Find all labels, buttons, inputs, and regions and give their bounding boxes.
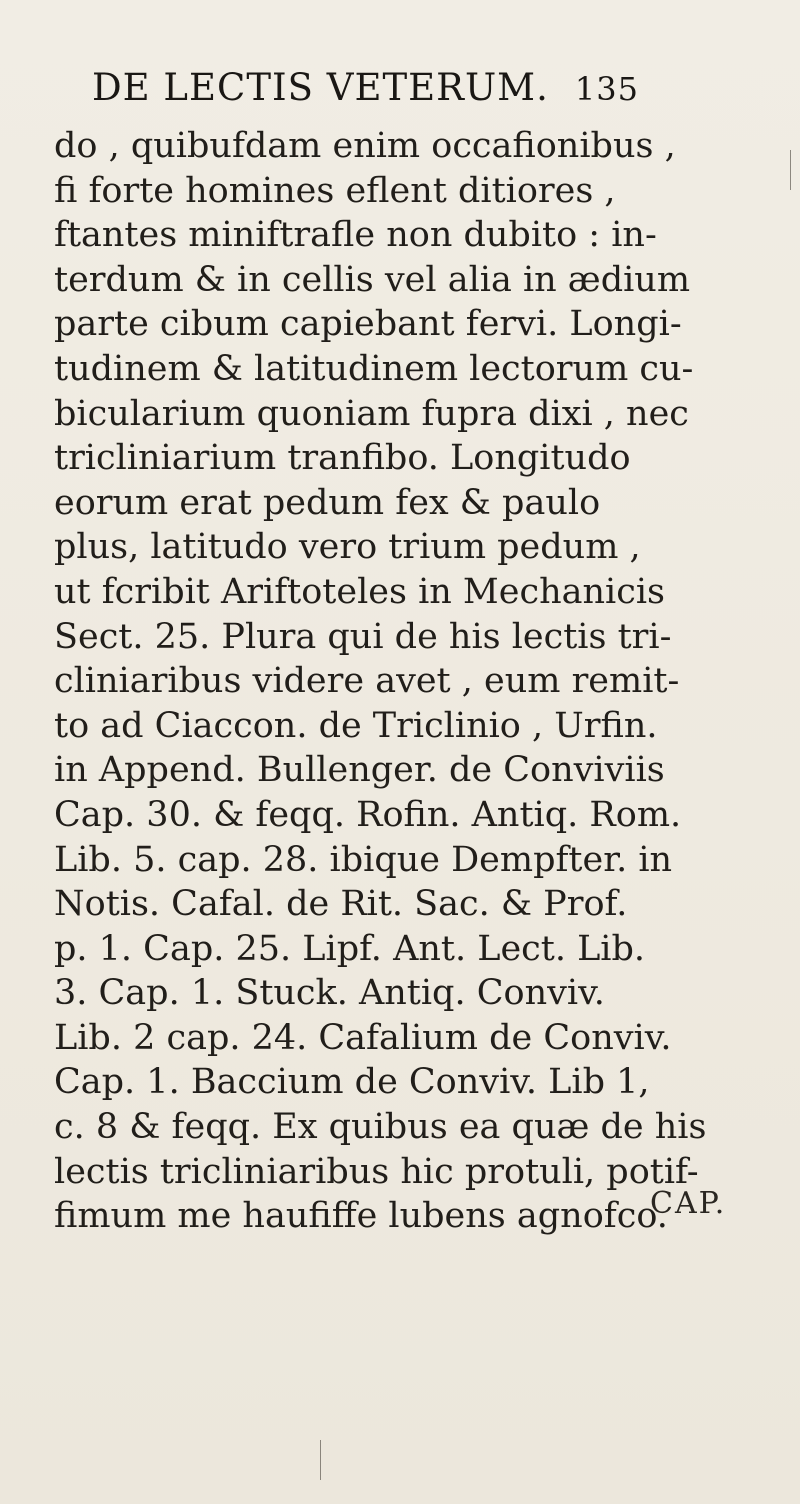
text-line: Sect. 25. Plura qui de his lectis tri-	[54, 616, 672, 657]
page-edge-mark	[320, 1440, 321, 1480]
header-title: DE LECTIS VETERUM.	[92, 66, 549, 109]
text-line: to ad Ciaccon. de Triclinio , Urfin.	[54, 705, 658, 746]
text-line: Lib. 5. cap. 28. ibique Dempfter. in	[54, 839, 673, 880]
text-line: lectis tricliniaribus hic protuli, potif-	[54, 1151, 699, 1192]
text-line: Cap. 1. Baccium de Conviv. Lib 1,	[54, 1062, 650, 1103]
text-line: fi forte homines eflent ditiores ,	[54, 170, 616, 211]
text-line: cliniaribus videre avet , eum remit-	[54, 661, 680, 702]
text-line: in Append. Bullenger. de Conviviis	[54, 750, 665, 791]
text-line: c. 8 & feqq. Ex quibus ea quæ de his	[54, 1107, 707, 1148]
text-line: plus, latitudo vero trium pedum ,	[54, 527, 641, 568]
text-line: tudinem & latitudinem lectorum cu-	[54, 348, 694, 389]
text-line: tricliniarium tranfibo. Longitudo	[54, 438, 631, 479]
text-line: Lib. 2 cap. 24. Cafalium de Conviv.	[54, 1017, 672, 1058]
text-line: ftantes miniftrafle non dubito : in-	[54, 215, 657, 256]
text-line: ut fcribit Ariftoteles in Mechanicis	[54, 571, 665, 612]
text-line: 3. Cap. 1. Stuck. Antiq. Conviv.	[54, 973, 605, 1014]
text-line: p. 1. Cap. 25. Lipf. Ant. Lect. Lib.	[54, 928, 646, 969]
text-line: eorum erat pedum fex & paulo	[54, 482, 601, 523]
text-line: Notis. Cafal. de Rit. Sac. & Prof.	[54, 884, 628, 925]
body-text	[54, 124, 774, 1239]
text-line: do , quibufdam enim occafionibus ,	[54, 126, 676, 166]
running-header	[92, 66, 732, 109]
text-line: Cap. 30. & feqq. Rofin. Antiq. Rom.	[54, 794, 682, 835]
text-line: bicularium quoniam fupra dixi , nec	[54, 393, 689, 434]
page-number: 135	[574, 70, 639, 108]
text-line: parte cibum capiebant fervi. Longi-	[54, 304, 682, 345]
catchword: CAP.	[650, 1186, 727, 1221]
page-edge-mark	[790, 150, 791, 190]
text-line: fimum me haufiffe lubens agnofco.	[54, 1196, 668, 1237]
text-line: terdum & in cellis vel alia in ædium	[54, 259, 691, 300]
